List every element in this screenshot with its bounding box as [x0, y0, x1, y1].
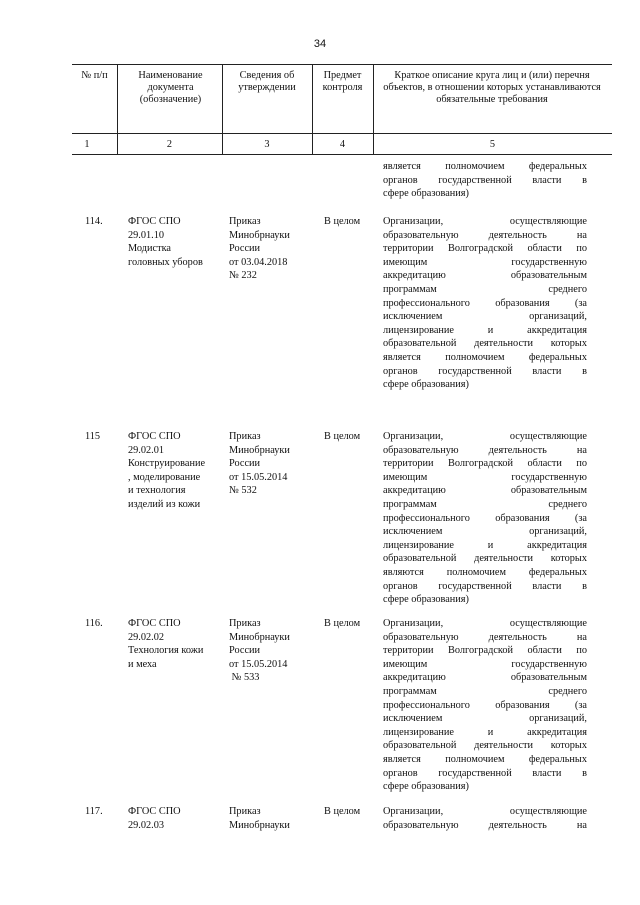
text-line: образовательной деятельности которых — [383, 553, 587, 565]
approval-cell — [229, 805, 311, 832]
description-cell — [383, 617, 587, 794]
header-number: № п/п — [81, 70, 108, 81]
text-line: Технология кожи — [128, 645, 204, 657]
description-cell — [383, 805, 587, 832]
description-cell — [383, 430, 587, 607]
text-line: являются полномочием федеральных — [383, 566, 587, 578]
text-line: Приказ — [229, 216, 261, 227]
row-number: 117. — [85, 806, 103, 817]
text-line: изделий из кожи — [128, 498, 201, 510]
column-number: 2 — [166, 139, 173, 150]
approval-cell — [229, 215, 311, 283]
text-line: Приказ — [229, 618, 261, 629]
header-rule — [72, 133, 612, 134]
text-line: № 532 — [229, 485, 257, 497]
text-line: является полномочием федеральных — [383, 351, 587, 363]
text-line: образовательной деятельности которых — [383, 338, 587, 350]
text-line: Конструирование — [128, 458, 206, 470]
document-cell — [128, 617, 220, 671]
text-line: профессионального образования (за — [383, 512, 587, 524]
text-line: Организации, осуществляющие — [383, 806, 587, 817]
document-cell — [128, 215, 220, 269]
text-line: лицензирование и аккредитация — [383, 324, 587, 336]
text-line: 29.01.10 — [128, 229, 165, 241]
text-line: Приказ — [229, 431, 261, 442]
text-line: программам среднего — [383, 283, 587, 295]
row-number: 114. — [85, 216, 103, 227]
subject-cell: В целом — [324, 806, 361, 817]
text-line: образовательной деятельности которых — [383, 740, 587, 752]
text-line: образовательную деятельность на — [383, 819, 587, 831]
text-line: территории Волгоградской области по — [383, 458, 587, 470]
text-line: Минобрнауки — [229, 819, 290, 831]
text-line: программам среднего — [383, 685, 587, 697]
row-number: 115 — [85, 431, 101, 442]
text-line: имеющим государственную — [383, 658, 587, 670]
text-line: России — [229, 458, 261, 470]
text-line: Минобрнауки — [229, 229, 290, 241]
approval-cell — [229, 430, 311, 498]
header-approval: Сведения об утверждении — [238, 70, 296, 93]
subject-cell: В целом — [324, 216, 361, 227]
text-line: является полномочием федеральных — [383, 753, 587, 765]
text-line: № 533 — [229, 672, 260, 684]
column-number: 1 — [84, 139, 90, 150]
text-line: Минобрнауки — [229, 631, 290, 643]
text-line: Минобрнауки — [229, 444, 290, 456]
text-line: органов государственной власти в — [383, 580, 587, 592]
text-line: аккредитацию образовательным — [383, 485, 587, 497]
text-line: образовательную деятельность на — [383, 229, 587, 241]
text-line: Организации, осуществляющие — [383, 216, 587, 227]
header-description: Краткое описание круга лиц и (или) перечня объектов, в отношении которых устанавливаются обязательные требования — [383, 70, 601, 105]
text-line: ФГОС СПО — [128, 216, 181, 227]
text-line: от 03.04.2018 — [229, 256, 288, 268]
text-line: Приказ — [229, 806, 261, 817]
document-cell — [128, 805, 220, 832]
text-line: головных уборов — [128, 256, 203, 268]
text-line: программам среднего — [383, 498, 587, 510]
text-line: России — [229, 243, 261, 255]
text-line: сфере образования) — [383, 594, 469, 606]
text-line: 29.02.03 — [128, 819, 165, 831]
text-line: России — [229, 645, 261, 657]
table-top-rule — [72, 64, 612, 65]
column-number: 5 — [489, 139, 496, 150]
text-line: аккредитацию образовательным — [383, 270, 587, 282]
text-line: профессионального образования (за — [383, 297, 587, 309]
text-line: лицензирование и аккредитация — [383, 539, 587, 551]
text-line: от 15.05.2014 — [229, 658, 288, 670]
text-line: органов государственной власти в — [383, 767, 587, 779]
text-line: и меха — [128, 658, 157, 670]
text-line: профессионального образования (за — [383, 699, 587, 711]
text-line: сфере образования) — [383, 188, 469, 200]
text-line: исключением организаций, — [383, 526, 587, 538]
text-line: территории Волгоградской области по — [383, 243, 587, 255]
text-line: образовательную деятельность на — [383, 631, 587, 643]
text-line: ФГОС СПО — [128, 806, 181, 817]
text-line: лицензирование и аккредитация — [383, 726, 587, 738]
text-line: сфере образования) — [383, 379, 469, 391]
text-line: является полномочием федеральных — [383, 161, 587, 172]
column-number: 4 — [339, 139, 346, 150]
text-line: имеющим государственную — [383, 471, 587, 483]
text-line: и технология — [128, 485, 186, 497]
approval-cell — [229, 617, 311, 685]
text-line: , моделирование — [128, 471, 201, 483]
description-cell — [383, 215, 587, 392]
text-line: исключением организаций, — [383, 713, 587, 725]
page-number: 34 — [313, 38, 327, 50]
text-line: 29.02.02 — [128, 631, 165, 643]
text-line: территории Волгоградской области по — [383, 645, 587, 657]
subject-cell: В целом — [324, 618, 361, 629]
text-line: аккредитацию образовательным — [383, 672, 587, 684]
column-number: 3 — [264, 139, 270, 150]
text-line: ФГОС СПО — [128, 431, 181, 442]
document-cell — [128, 430, 220, 512]
column-number-rule — [72, 154, 612, 155]
continuation-text — [383, 160, 587, 201]
text-line: сфере образования) — [383, 781, 469, 793]
text-line: от 15.05.2014 — [229, 471, 288, 483]
row-number: 116. — [85, 618, 103, 629]
text-line: исключением организаций, — [383, 311, 587, 323]
header-document: Наименование документа (обозначение) — [138, 70, 203, 105]
text-line: образовательную деятельность на — [383, 444, 587, 456]
text-line: Организации, осуществляющие — [383, 431, 587, 442]
text-line: органов государственной власти в — [383, 365, 587, 377]
text-line: 29.02.01 — [128, 444, 165, 456]
text-line: Модистка — [128, 243, 171, 255]
text-line: № 232 — [229, 270, 257, 282]
subject-cell: В целом — [324, 431, 361, 442]
text-line: органов государственной власти в — [383, 174, 587, 186]
header-subject: Предмет контроля — [322, 70, 363, 93]
text-line: Организации, осуществляющие — [383, 618, 587, 629]
text-line: имеющим государственную — [383, 256, 587, 268]
text-line: ФГОС СПО — [128, 618, 181, 629]
